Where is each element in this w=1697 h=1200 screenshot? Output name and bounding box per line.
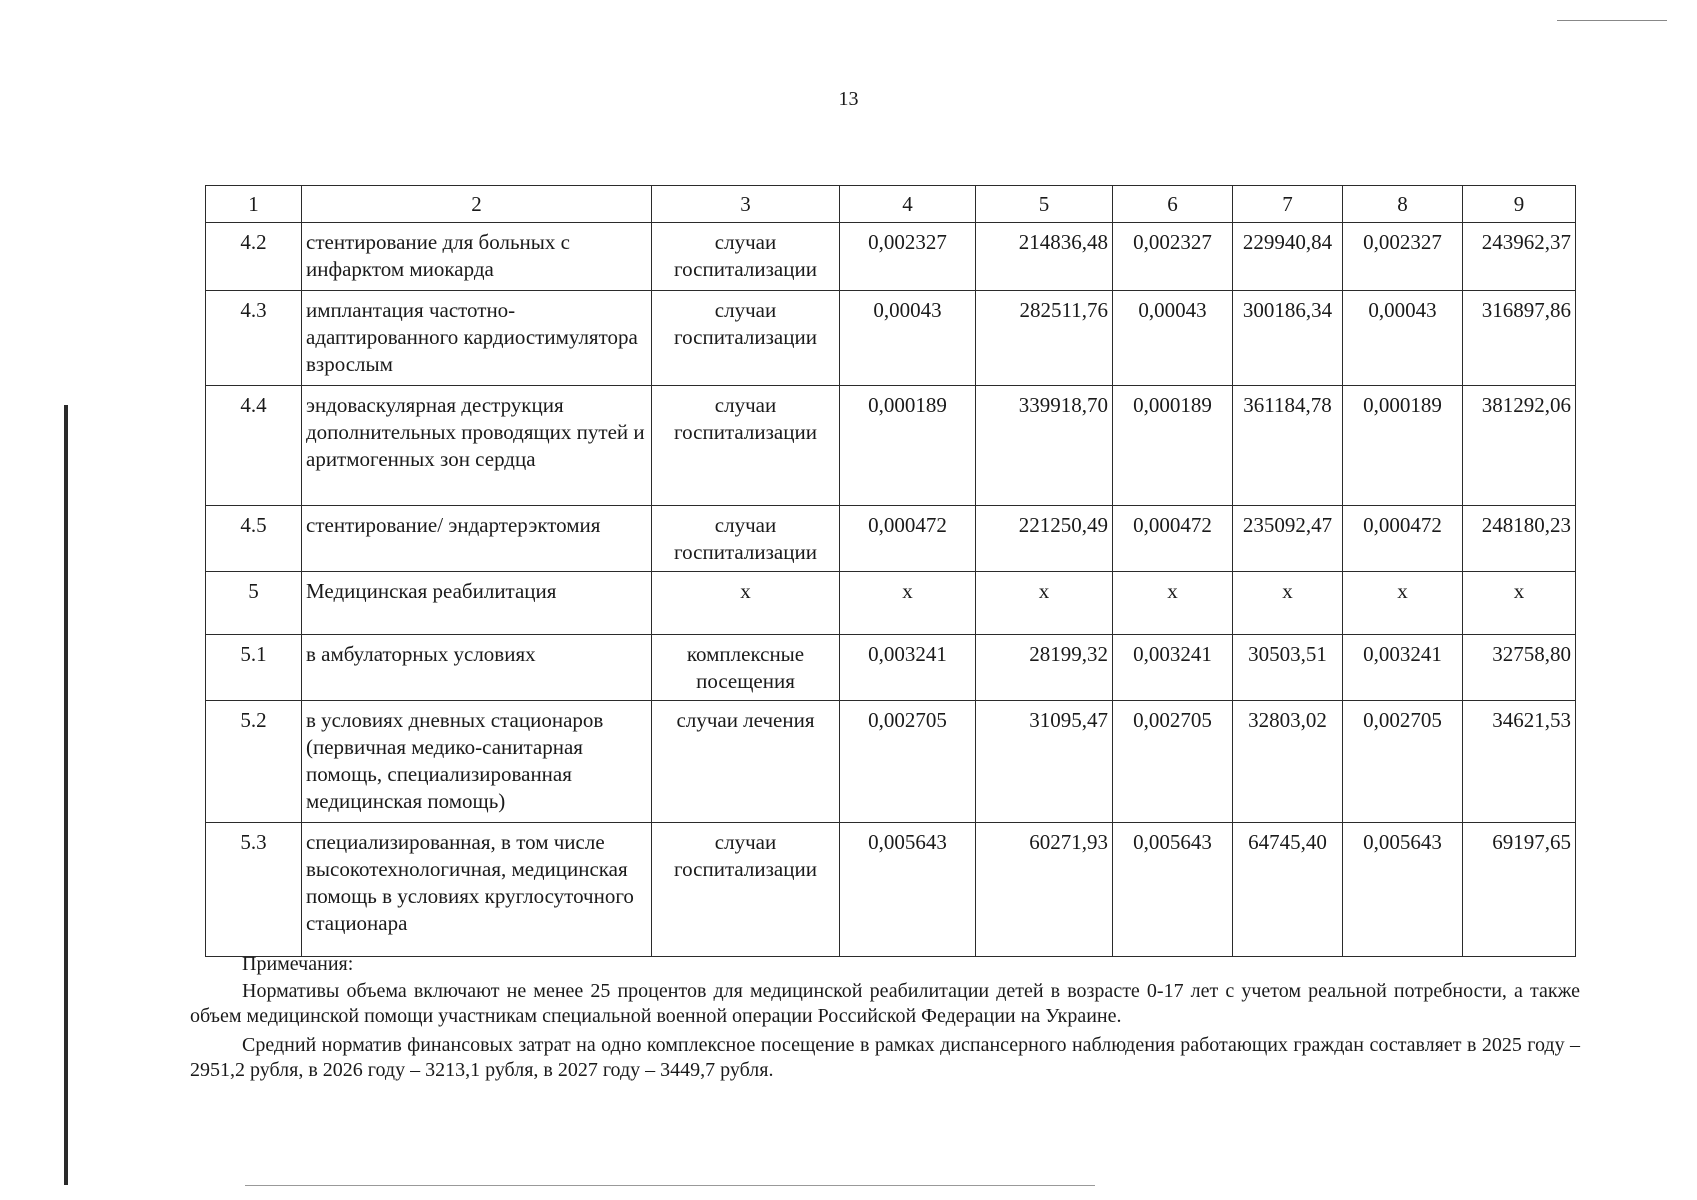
row-value-7: 300186,34 [1233,291,1343,386]
row-value-4: 0,005643 [840,823,976,957]
row-value-7: 30503,51 [1233,635,1343,701]
table-row [206,823,1576,957]
header-col-8: 8 [1343,186,1463,223]
row-unit: случаи госпитализации [652,223,840,291]
row-value-7: 229940,84 [1233,223,1343,291]
header-col-2: 2 [302,186,652,223]
row-value-9: 243962,37 [1463,223,1576,291]
row-value-5: 28199,32 [976,635,1113,701]
row-value-5: 221250,49 [976,506,1113,572]
row-value-7: 64745,40 [1233,823,1343,957]
header-col-3: 3 [652,186,840,223]
table-row [206,223,1576,291]
row-value-8: 0,00043 [1343,291,1463,386]
row-value-9: 381292,06 [1463,386,1576,506]
row-name: имплантация частотно-адаптированного кардиостимулятора взрослым [302,291,652,386]
row-number: 5.3 [206,823,302,957]
row-value-8: х [1343,572,1463,635]
row-number: 4.3 [206,291,302,386]
row-value-4: 0,00043 [840,291,976,386]
notes-section [190,952,1580,1087]
note-paragraph: Средний норматив финансовых затрат на одно комплексное посещение в рамках диспансерного наблюдения работающих граждан составляет в 2025 году – 2951,2 рубля, в 2026 году – 3213,1 рубля, в 2027 году – 3449,7 рубля. [190,1034,1580,1081]
row-number: 5.1 [206,635,302,701]
row-value-5: 339918,70 [976,386,1113,506]
row-value-4: 0,000189 [840,386,976,506]
row-number: 5.2 [206,701,302,823]
row-value-5: 214836,48 [976,223,1113,291]
row-value-9: 69197,65 [1463,823,1576,957]
row-value-9: 34621,53 [1463,701,1576,823]
row-value-6: 0,00043 [1113,291,1233,386]
row-number: 4.5 [206,506,302,572]
row-value-8: 0,002705 [1343,701,1463,823]
header-col-5: 5 [976,186,1113,223]
table-row [206,701,1576,823]
row-value-6: х [1113,572,1233,635]
row-value-7: х [1233,572,1343,635]
header-col-6: 6 [1113,186,1233,223]
table-row [206,506,1576,572]
row-unit: случаи госпитализации [652,386,840,506]
row-unit: случаи госпитализации [652,506,840,572]
header-col-1: 1 [206,186,302,223]
row-value-5: 60271,93 [976,823,1113,957]
row-value-7: 361184,78 [1233,386,1343,506]
row-value-6: 0,005643 [1113,823,1233,957]
row-name: в амбулаторных условиях [302,635,652,701]
row-value-5: 282511,76 [976,291,1113,386]
header-col-9: 9 [1463,186,1576,223]
row-value-6: 0,000472 [1113,506,1233,572]
row-value-9: х [1463,572,1576,635]
row-value-9: 32758,80 [1463,635,1576,701]
row-value-6: 0,002327 [1113,223,1233,291]
row-name: стентирование для больных с инфарктом миокарда [302,223,652,291]
scan-artifact-left-bar [64,405,68,1185]
row-value-6: 0,002705 [1113,701,1233,823]
row-value-5: х [976,572,1113,635]
row-value-7: 32803,02 [1233,701,1343,823]
row-value-4: 0,002327 [840,223,976,291]
table-row [206,635,1576,701]
note-paragraph: Нормативы объема включают не менее 25 процентов для медицинской реабилитации детей в возрасте 0-17 лет с учетом реальной потребности, а также объем медицинской помощи участникам специальной военной операции Российской Федерации на Украине. [190,980,1580,1027]
notes-title: Примечания: [242,953,354,975]
row-value-8: 0,005643 [1343,823,1463,957]
table-row [206,386,1576,506]
row-value-9: 316897,86 [1463,291,1576,386]
page-number: 13 [838,88,859,110]
row-value-8: 0,000472 [1343,506,1463,572]
header-col-4: 4 [840,186,976,223]
row-unit: случаи лечения [652,701,840,823]
row-unit: случаи госпитализации [652,291,840,386]
row-name: Медицинская реабилитация [302,572,652,635]
row-unit: комплексные посещения [652,635,840,701]
row-value-9: 248180,23 [1463,506,1576,572]
row-number: 5 [206,572,302,635]
row-value-4: 0,000472 [840,506,976,572]
row-value-4: х [840,572,976,635]
row-name: эндоваскулярная деструкция дополнительных проводящих путей и аритмогенных зон сердца [302,386,652,506]
row-value-8: 0,000189 [1343,386,1463,506]
norms-table [205,185,1576,957]
table-row [206,572,1576,635]
row-value-8: 0,002327 [1343,223,1463,291]
row-value-7: 235092,47 [1233,506,1343,572]
row-value-8: 0,003241 [1343,635,1463,701]
row-number: 4.4 [206,386,302,506]
row-unit: х [652,572,840,635]
row-name: специализированная, в том числе высокотехнологичная, медицинская помощь в условиях круглосуточного стационара [302,823,652,957]
header-col-7: 7 [1233,186,1343,223]
row-value-6: 0,003241 [1113,635,1233,701]
table-row [206,291,1576,386]
row-number: 4.2 [206,223,302,291]
row-value-5: 31095,47 [976,701,1113,823]
row-value-4: 0,002705 [840,701,976,823]
row-name: в условиях дневных стационаров (первичная медико-санитарная помощь, специализированная медицинская помощь) [302,701,652,823]
scan-artifact-top-line [1557,20,1667,21]
row-value-4: 0,003241 [840,635,976,701]
scan-artifact-bottom-line [245,1185,1095,1186]
table-header-row [206,186,1576,223]
row-name: стентирование/ эндартерэктомия [302,506,652,572]
row-unit: случаи госпитализации [652,823,840,957]
row-value-6: 0,000189 [1113,386,1233,506]
